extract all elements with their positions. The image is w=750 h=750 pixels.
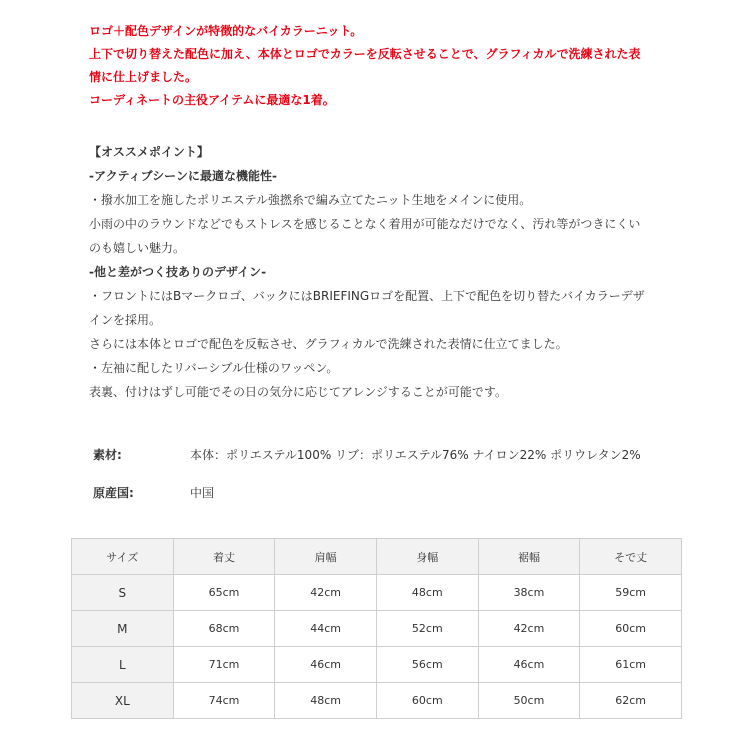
size-cell: M	[72, 611, 174, 647]
table-row	[72, 647, 682, 683]
table-cell: 61cm	[580, 647, 682, 683]
table-cell: 62cm	[580, 683, 682, 719]
table-cell: 42cm	[275, 575, 377, 611]
table-cell: 46cm	[478, 647, 580, 683]
point-line: ・撥水加工を施したポリエステル強撚糸で編み立てたニット生地をメインに使用。	[89, 193, 532, 207]
point-line: -他と差がつく技ありのデザイン-	[89, 265, 267, 279]
table-row	[72, 611, 682, 647]
recommend-points	[89, 140, 709, 404]
size-table-header-row	[72, 539, 682, 575]
table-cell: 65cm	[173, 575, 275, 611]
points-title: 【オススメポイント】	[89, 145, 209, 159]
size-table	[71, 538, 682, 719]
origin-value: 中国	[190, 486, 215, 500]
size-cell: XL	[72, 683, 174, 719]
table-cell: 74cm	[173, 683, 275, 719]
table-cell: 38cm	[478, 575, 580, 611]
point-line: 小雨の中のラウンドなどでもストレスを感じることなく着用が可能なだけでなく、汚れ等がつきにくい	[89, 217, 641, 231]
table-cell: 56cm	[376, 647, 478, 683]
table-cell: 52cm	[376, 611, 478, 647]
table-cell: 48cm	[275, 683, 377, 719]
point-line: ・フロントにはBマークロゴ、バックにはBRIEFINGロゴを配置、上下で配色を切り替たバイカラーデザ	[89, 289, 645, 303]
table-cell: 60cm	[376, 683, 478, 719]
size-cell: S	[72, 575, 174, 611]
header-size: サイズ	[72, 539, 174, 575]
point-line: インを採用。	[89, 313, 162, 327]
table-row	[72, 683, 682, 719]
header-hem: 裾幅	[478, 539, 580, 575]
table-cell: 50cm	[478, 683, 580, 719]
point-line: ・左袖に配したリバーシブル仕様のワッペン。	[89, 361, 339, 375]
material-label: 素材:	[93, 448, 122, 462]
table-row	[72, 575, 682, 611]
table-cell: 59cm	[580, 575, 682, 611]
table-cell: 71cm	[173, 647, 275, 683]
header-length: 着丈	[173, 539, 275, 575]
intro-line: 情に仕上げました。	[89, 70, 198, 84]
table-cell: 48cm	[376, 575, 478, 611]
intro-line: 上下で切り替えた配色に加え、本体とロゴでカラーを反転させることで、グラフィカルで洗練された表	[89, 47, 641, 61]
intro-line: ロゴ＋配色デザインが特徴的なバイカラーニット。	[89, 24, 363, 38]
size-cell: L	[72, 647, 174, 683]
header-sleeve: そで丈	[580, 539, 682, 575]
point-line: 表裏、付けはずし可能でその日の気分に応じてアレンジすることが可能です。	[89, 385, 507, 399]
point-line: のも嬉しい魅力。	[89, 241, 186, 255]
header-chest: 身幅	[376, 539, 478, 575]
intro-text	[89, 20, 709, 112]
point-line: さらには本体とロゴで配色を反転させ、グラフィカルで洗練された表情に仕立てました。	[89, 337, 568, 351]
table-cell: 46cm	[275, 647, 377, 683]
table-cell: 60cm	[580, 611, 682, 647]
intro-line: コーディネートの主役アイテムに最適な1着。	[89, 93, 335, 107]
origin-label: 原産国:	[93, 486, 134, 500]
table-cell: 42cm	[478, 611, 580, 647]
material-value: 本体：ポリエステル100% リブ：ポリエステル76% ナイロン22% ポリウレタン2%	[190, 448, 641, 462]
header-shoulder: 肩幅	[275, 539, 377, 575]
table-cell: 68cm	[173, 611, 275, 647]
table-cell: 44cm	[275, 611, 377, 647]
point-line: -アクティブシーンに最適な機能性-	[89, 169, 277, 183]
